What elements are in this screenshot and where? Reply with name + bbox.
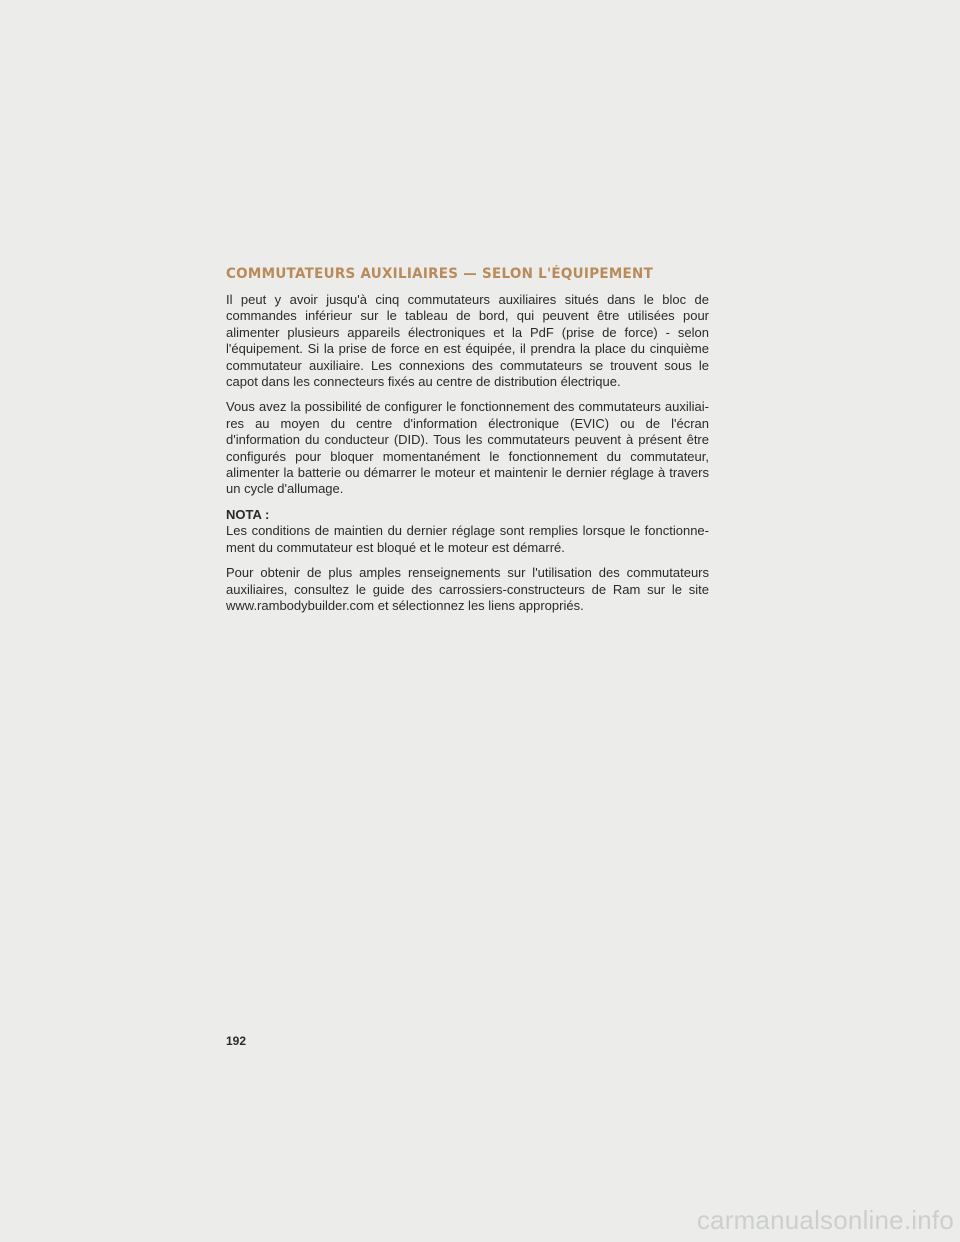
watermark-text: carmanualsonline.info	[696, 1205, 954, 1235]
note-label: NOTA :	[226, 506, 270, 522]
section-title: COMMUTATEURS AUXILIAIRES — SELON L'ÉQUIPEMENT	[226, 266, 654, 282]
section-content	[226, 266, 709, 623]
page-number: 192	[226, 1034, 247, 1048]
paragraph-configuration: Vous avez la possibilité de configurer le fonctionnement des commutateurs auxiliai-res au moyen du centre d'information électronique (EVIC) ou de l'écran d'information du conducteur (DID). Tous les commutateurs peuvent à présent être configurés pour bloquer momentanément le fonctionnement du commutateur, alimenter la batterie ou démarrer le moteur et maintenir le dernier réglage à travers un cycle d'allumage.	[226, 399, 709, 497]
paragraph-more-info: Pour obtenir de plus amples renseignements sur l'utilisation des commutateurs auxiliaires, consultez le guide des carrossiers-constructeurs de Ram sur le site www.rambodybuilder.com et sélectionnez les liens appropriés.	[226, 565, 709, 613]
note-text: Les conditions de maintien du dernier réglage sont remplies lorsque le fonctionne-ment du commutateur est bloqué et le moteur est démarré.	[226, 523, 709, 555]
paragraph-intro: Il peut y avoir jusqu'à cinq commutateurs auxiliaires situés dans le bloc de commandes inférieur sur le tableau de bord, qui peuvent être utilisées pour alimenter plusieurs appareils électroniques et la PdF (prise de force) - selon l'équipement. Si la prise de force en est équipée, il prendra la place du cinquième commutateur auxiliaire. Les connexions des commutateurs se trouvent sous le capot dans les connecteurs fixés au centre de distribution électrique.	[226, 292, 709, 390]
